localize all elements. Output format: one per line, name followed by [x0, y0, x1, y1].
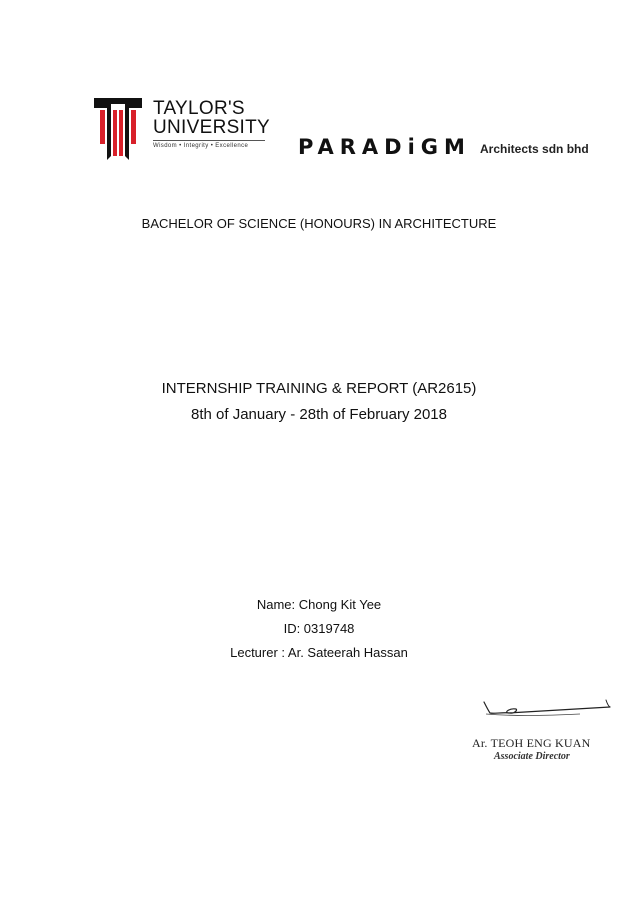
- report-period: 8th of January - 28th of February 2018: [191, 406, 447, 423]
- company-logo-wordmark: PARADiGM: [298, 135, 471, 159]
- company-logo-suffix: Architects sdn bhd: [480, 142, 589, 156]
- student-id: ID: 0319748: [283, 621, 355, 636]
- report-title: INTERNSHIP TRAINING & REPORT (AR2615): [161, 380, 477, 397]
- university-name-line1: TAYLOR'S: [153, 98, 245, 119]
- programme-title: BACHELOR OF SCIENCE (HONOURS) IN ARCHITECTURE: [141, 216, 497, 231]
- signatory-title: Associate Director: [494, 751, 570, 762]
- signatory-name: Ar. TEOH ENG KUAN: [472, 736, 591, 750]
- lecturer-name: Lecturer : Ar. Sateerah Hassan: [230, 645, 408, 660]
- university-tagline: Wisdom • Integrity • Excellence: [153, 143, 249, 149]
- university-name-line2: UNIVERSITY: [153, 117, 271, 138]
- taylors-emblem-icon: [94, 98, 142, 160]
- handwritten-signature: [480, 696, 616, 720]
- logo-divider: [153, 140, 265, 141]
- student-name: Name: Chong Kit Yee: [256, 597, 382, 612]
